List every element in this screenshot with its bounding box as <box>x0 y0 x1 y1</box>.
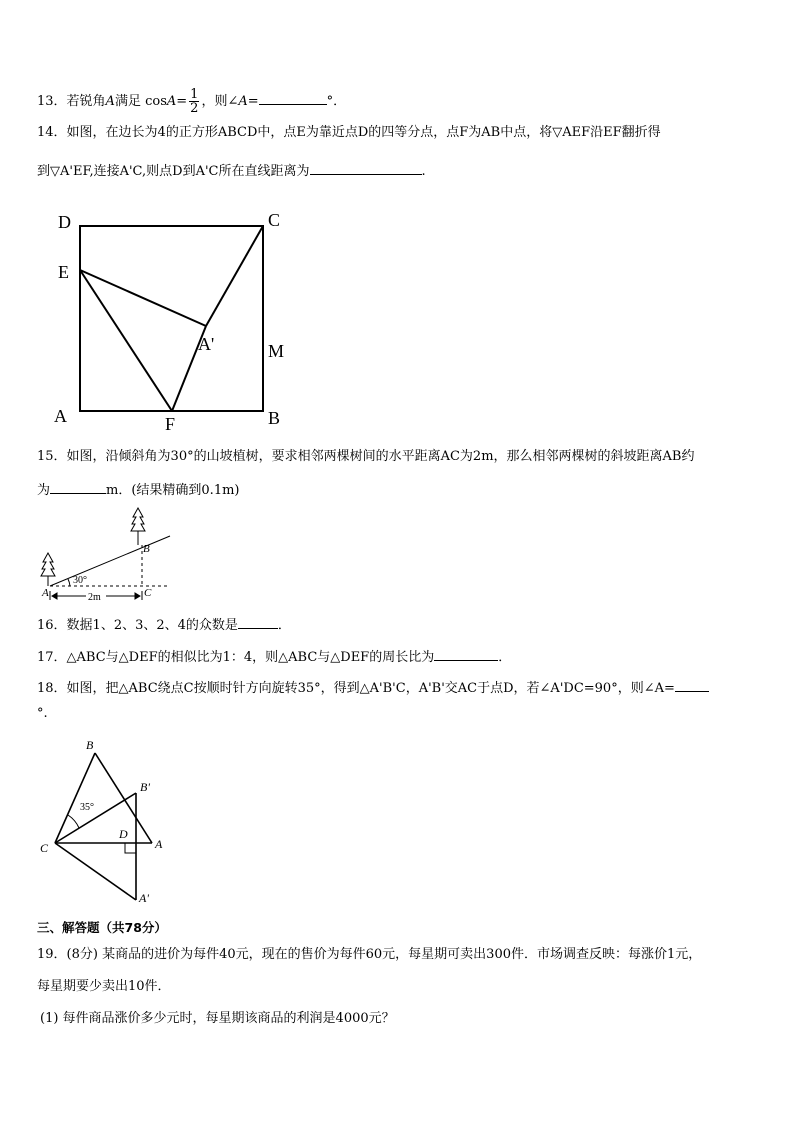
label-f: F <box>165 414 176 434</box>
q13-numerator: 1 <box>190 87 199 102</box>
label-d: D <box>58 212 71 232</box>
question-19-line-1: 19．(8分) 某商品的进价为每件40元，现在的售价为每件60元，每星期可卖出300件．市场调查反映：每涨价1元， <box>37 947 702 962</box>
label-angle-15: 30° <box>73 575 87 586</box>
label-dist-15: 2m <box>88 592 101 603</box>
question-18-line-2: °. <box>37 706 48 721</box>
q16-text: 16．数据1、2、3、2、4的众数是 <box>37 618 238 633</box>
q13-var-3: A <box>238 94 248 109</box>
q13-eq2: = <box>247 94 259 109</box>
q15-line2-pre: 为 <box>37 483 51 498</box>
q13-eq: = <box>176 94 188 109</box>
segment-ca-prime <box>55 843 136 900</box>
q13-prefix: 13．若锐角 <box>37 94 106 109</box>
q16-end: ． <box>277 618 291 633</box>
label-b-15: B <box>143 543 150 555</box>
q17-end: ． <box>498 650 512 665</box>
label-d-18: D <box>119 827 128 841</box>
label-b-prime-18: B' <box>140 780 150 794</box>
question-14-line-1: 14．如图，在边长为4的正方形ABCD中，点E为靠近点D的四等分点，点F为AB中点，将▽AEF沿EF翻折得 <box>37 125 661 140</box>
right-angle-mark <box>125 843 136 853</box>
question-19-sub-1: (1) 每件商品涨价多少元时，每星期该商品的利润是4000元？ <box>40 1011 395 1026</box>
label-m: M <box>268 341 285 361</box>
q13-var: A <box>105 94 115 109</box>
label-c-18: C <box>40 841 49 855</box>
q14-line2-text: 到▽A'EF,连接A'C,则点D到A'C所在直线距离为 <box>37 164 310 179</box>
q13-mid: 满足 <box>114 94 141 109</box>
q13-suffix: °． <box>326 94 347 109</box>
label-a-prime-18: A' <box>139 891 149 905</box>
label-a: A <box>54 406 67 426</box>
label-a-15: A <box>42 587 49 599</box>
label-c-15: C <box>144 587 152 599</box>
label-b-18: B <box>86 738 94 752</box>
label-c: C <box>268 210 281 230</box>
q14-end: . <box>421 164 426 179</box>
question-15-line-1: 15．如图，沿倾斜角为30°的山坡植树，要求相邻两棵树间的水平距离AC为2m，那么相邻两棵树的斜坡距离AB约 <box>37 449 695 464</box>
label-a-18: A <box>155 837 163 851</box>
label-e: E <box>58 262 69 282</box>
q18-line1-text: 18．如图，把△ABC绕点C按顺时针方向旋转35°，得到△A'B'C，A'B'交AC于点D，若∠A'DC=90°，则∠A= <box>37 681 675 696</box>
label-a-prime: A' <box>198 334 215 354</box>
label-angle-35: 35° <box>80 802 94 813</box>
q13-cos: cos <box>145 94 167 109</box>
segment-cb <box>55 753 95 843</box>
q13-then: ，则∠ <box>201 94 239 109</box>
q13-denominator: 2 <box>190 101 199 116</box>
q17-text: 17．△ABC与△DEF的相似比为1：4，则△ABC与△DEF的周长比为 <box>37 650 435 665</box>
angle-arc-35 <box>68 815 79 828</box>
q13-var-2: A <box>166 94 177 109</box>
question-19-line-2: 每星期要少卖出10件． <box>37 979 171 994</box>
q15-line2-post: m．(结果精确到0.1m) <box>106 483 240 498</box>
label-b: B <box>268 408 281 428</box>
section-3-title: 三、解答题（共78分） <box>37 920 167 935</box>
